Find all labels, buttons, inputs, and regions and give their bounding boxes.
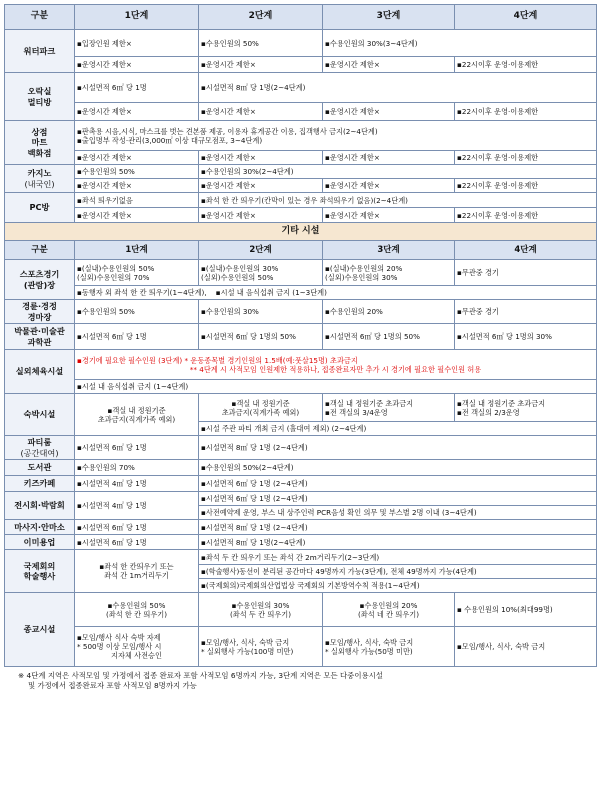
- table-row: [5, 492, 597, 506]
- header-category: 구분: [5, 241, 75, 260]
- cell: ▪22시이후 운영·이용제한: [455, 179, 597, 193]
- cell-line: ** 4단계 시 사적모임 인원제한 적용하나, 접종완료자만 추가 시 경기에 필요한 필수인원 허용: [189, 364, 482, 374]
- cell: ▪운영시간 제한×: [323, 151, 455, 165]
- header-category: 구분: [5, 5, 75, 30]
- cell-line: ▪수용인원의 30%: [231, 600, 290, 610]
- cell-line: ▪출입명부 작성·관리(3,000㎡ 이상 대규모점포, 3~4단계): [77, 135, 263, 145]
- header-row: [5, 5, 597, 30]
- cell: [199, 593, 323, 627]
- cell-line: * 실외행사 가능(100명 미만): [201, 646, 294, 656]
- cell: ▪운영시간 제한×: [75, 179, 199, 193]
- cell: [199, 627, 323, 667]
- table-row: [5, 394, 597, 422]
- category-label: 마트: [31, 137, 48, 148]
- cell: [455, 394, 597, 422]
- cell-line: ▪시설 내 음식섭취 금지 (1~3단계): [215, 288, 327, 297]
- cell-line: (실외)수용인원의 50%: [201, 272, 274, 282]
- section-title: 기타 시설: [5, 223, 597, 241]
- cell: ▪운영시간 제한×: [323, 103, 455, 121]
- cell-line: ▪모임/행사, 식사, 숙박 금지: [325, 637, 414, 647]
- header-stage-3: 3단계: [323, 241, 455, 260]
- category-sports: [5, 260, 75, 300]
- cell-line: (좌석 한 칸 띄우기): [105, 609, 168, 619]
- table-row: [5, 260, 597, 286]
- footnote: [4, 667, 596, 690]
- category-label: 스포츠경기: [19, 269, 60, 280]
- cell: ▪운영시간 제한×: [323, 208, 455, 223]
- category-religion: 종교시설: [5, 593, 75, 667]
- category-lodging: 숙박시설: [5, 394, 75, 436]
- cell: ▪모임/행사, 식사, 숙박 금지: [455, 627, 597, 667]
- cell-line: ▪판촉용 시음,시식, 마스크를 벗는 견본품 제공, 이용자 휴게공간 이용, 집객행사 금지(2~4단계): [77, 126, 378, 136]
- category-waterpark: 워터파크: [5, 30, 75, 73]
- cell-line: 초과금지(직계가족 예외): [97, 414, 176, 424]
- cell: ▪수용인원의 30%: [199, 300, 323, 324]
- cell: [323, 627, 455, 667]
- table-row: [5, 476, 597, 492]
- cell: ▪(국제회의)국제회의산업법상 국제회의 기본방역수칙 적용(1~4단계): [199, 579, 597, 593]
- header-stage-1: 1단계: [75, 241, 199, 260]
- cell: ▪시설면적 6㎡ 당 1명의 50%: [323, 324, 455, 350]
- cell-line: ▪(실내)수용인원의 30%: [201, 263, 279, 273]
- cell-line: ▪객실 내 정원기준 초과금지: [457, 398, 546, 408]
- category-label: 학술행사: [23, 571, 56, 581]
- category-kidscafe: 키즈카페: [5, 476, 75, 492]
- header-stage-2: 2단계: [199, 241, 323, 260]
- category-pcroom: PC방: [5, 193, 75, 223]
- cell: [199, 394, 323, 422]
- cell: [323, 593, 455, 627]
- footnote-line: 및 가정에서 접종완료자 포함 사적모임 8명까지 가능: [28, 680, 197, 690]
- category-mall: [5, 121, 75, 165]
- table-row: [5, 436, 597, 460]
- category-label: (공간대여): [20, 447, 59, 458]
- cell: ▪22시이후 운영·이용제한: [455, 208, 597, 223]
- category-label: 국제회의: [23, 560, 56, 571]
- category-library: 도서관: [5, 460, 75, 476]
- cell: ▪좌석 한 칸 띄우기(칸막이 있는 경우 좌석띄우기 없음)(2~4단계): [199, 193, 597, 208]
- table-row: [5, 627, 597, 667]
- cell-line: ▪수용인원의 50%: [107, 600, 166, 610]
- cell: ▪수용인원의 20%: [323, 300, 455, 324]
- category-label: 카지노: [27, 168, 52, 179]
- cell: ▪시설면적 6㎡ 당 1명의 30%: [455, 324, 597, 350]
- cell-line: ▪(실내)수용인원의 50%: [77, 263, 155, 273]
- category-conference: [5, 550, 75, 593]
- table-row: [5, 208, 597, 223]
- header-stage-2: 2단계: [199, 5, 323, 30]
- cell-line: 초과금지(직계가족 예외): [221, 407, 300, 417]
- cell: ▪운영시간 제한×: [199, 179, 323, 193]
- cell: ▪시설면적 6㎡ 당 1명의 50%: [199, 324, 323, 350]
- header-stage-3: 3단계: [323, 5, 455, 30]
- category-label: 과학관: [27, 336, 52, 347]
- cell-line: (좌석 두 칸 띄우기): [229, 609, 292, 619]
- category-partyroom: [5, 436, 75, 460]
- table-row: [5, 380, 597, 394]
- cell-line: ▪객실 내 정원기준: [231, 398, 290, 408]
- cell-line: ▪전 객실의 3/4운영: [325, 407, 388, 417]
- cell: ▪시설면적 8㎡ 당 1명(2~4단계): [199, 535, 597, 550]
- table-row: [5, 179, 597, 193]
- cell: ▪ 수용인원의 10%(최대99명): [455, 593, 597, 627]
- table-row: [5, 73, 597, 103]
- cell: [75, 121, 597, 151]
- category-label: 경마장: [27, 311, 52, 322]
- cell-line: 지자체 사전승인: [111, 651, 162, 660]
- cell-line: 좌석 간 1m거리두기: [104, 571, 169, 580]
- cell: ▪수용인원의 30%(2~4단계): [199, 165, 597, 179]
- cell: ▪수용인원의 50%: [75, 300, 199, 324]
- category-massage: 마사지·안마소: [5, 520, 75, 535]
- cell-line: * 실외행사 가능(50명 미만): [325, 646, 413, 656]
- cell: ▪수용인원의 50%(2~4단계): [199, 460, 597, 476]
- cell: [75, 593, 199, 627]
- category-outdoor-sports: 실외체육시설: [5, 350, 75, 394]
- cell: ▪운영시간 제한×: [75, 57, 199, 73]
- cell: [75, 550, 199, 593]
- header-stage-1: 1단계: [75, 5, 199, 30]
- cell: ▪22시이후 운영·이용제한: [455, 103, 597, 121]
- cell: [75, 394, 199, 436]
- cell: ▪시설면적 8㎡ 당 1명 (2~4단계): [199, 436, 597, 460]
- category-label: 오락실: [27, 86, 52, 97]
- cell-line: (실외)수용인원의 70%: [77, 272, 150, 282]
- category-expo: 전시회·박람회: [5, 492, 75, 520]
- cell: [75, 286, 597, 300]
- cell: ▪운영시간 제한×: [75, 151, 199, 165]
- category-label: 경륜·경정: [22, 301, 57, 312]
- cell: ▪입장인원 제한×: [75, 30, 199, 57]
- table-row: [5, 193, 597, 208]
- table-row: [5, 520, 597, 535]
- category-label: 파티룸: [27, 437, 52, 448]
- cell: ▪수용인원의 50%: [75, 165, 199, 179]
- cell: ▪시설면적 6㎡ 당 1명: [75, 324, 199, 350]
- header-stage-4: 4단계: [455, 5, 597, 30]
- category-arcade: [5, 73, 75, 121]
- cell: ▪운영시간 제한×: [75, 103, 199, 121]
- rules-table: [4, 4, 597, 667]
- category-museum: [5, 324, 75, 350]
- section-row: [5, 223, 597, 241]
- cell-line: ▪모임/행사, 식사, 숙박 금지: [201, 637, 290, 647]
- cell: ▪시설면적 6㎡ 당 1명: [75, 436, 199, 460]
- cell: ▪수용인원의 30%(3~4단계): [323, 30, 597, 57]
- cell: [323, 394, 455, 422]
- category-label: 상점: [31, 127, 48, 138]
- cell: ▪운영시간 제한×: [199, 103, 323, 121]
- cell-line: ▪동행자 외 좌석 한 칸 띄우기(1~4단계),: [77, 288, 207, 297]
- category-barber: 이미용업: [5, 535, 75, 550]
- cell: ▪좌석 두 칸 띄우기 또는 좌석 간 2m거리두기(2~3단계): [199, 550, 597, 565]
- cell-line: ▪전 객실의 2/3운영: [457, 407, 520, 417]
- cell-line: ▪모임/행사 식사 숙박 자제: [77, 633, 161, 642]
- cell: [75, 627, 199, 667]
- cell-line: ▪경기에 필요한 필수인원 (3단계) * 운동종목별 경기인원의 1.5배(예:풋살15명) 초과금지: [77, 355, 358, 365]
- cell: ▪무관중 경기: [455, 260, 597, 286]
- cell-line: ▪(실내)수용인원의 20%: [325, 263, 403, 273]
- cell: ▪시설면적 4㎡ 당 1명: [75, 476, 199, 492]
- cell-line: * 500명 이상 모임/행사 시: [77, 642, 162, 651]
- cell: ▪(학술행사)동선이 분리된 공간마다 49명까지 가능(3단계), 전체 49명까지 가능(4단계): [199, 565, 597, 579]
- table-row: [5, 57, 597, 73]
- table-row: [5, 165, 597, 179]
- category-label: 멀티방: [27, 96, 52, 107]
- cell: [199, 260, 323, 286]
- table-row: [5, 286, 597, 300]
- cell: ▪좌석 띄우기없음: [75, 193, 199, 208]
- table-row: [5, 30, 597, 57]
- cell: ▪운영시간 제한×: [75, 208, 199, 223]
- cell: ▪수용인원의 50%: [199, 30, 323, 57]
- table-row: [5, 121, 597, 151]
- category-racing: [5, 300, 75, 324]
- cell: ▪시설면적 8㎡ 당 1명 (2~4단계): [199, 520, 597, 535]
- footnote-line: ※ 4단계 지역은 사적모임 및 가정에서 접종 완료자 포함 사적모임 6명까지 가능, 3단계 지역은 모든 다중이용시설: [18, 671, 383, 680]
- category-label: (내국인): [24, 178, 55, 189]
- table-row: [5, 103, 597, 121]
- table-row: [5, 460, 597, 476]
- cell: ▪22시이후 운영·이용제한: [455, 151, 597, 165]
- cell: ▪운영시간 제한×: [199, 57, 323, 73]
- cell: ▪운영시간 제한×: [199, 208, 323, 223]
- header-row: [5, 241, 597, 260]
- cell: ▪운영시간 제한×: [323, 179, 455, 193]
- cell: ▪운영시간 제한×: [323, 57, 455, 73]
- cell-line: ▪좌석 한 칸띄우기 또는: [99, 562, 174, 571]
- cell-line: ▪객실 내 정원기준: [107, 405, 166, 415]
- cell: ▪시설 내 음식섭취 금지 (1~4단계): [75, 380, 597, 394]
- cell: ▪시설면적 6㎡ 당 1명: [75, 73, 199, 103]
- cell: ▪시설면적 4㎡ 당 1명: [75, 492, 199, 520]
- category-casino: [5, 165, 75, 193]
- cell: ▪시설면적 6㎡ 당 1명: [75, 520, 199, 535]
- table-row: [5, 350, 597, 380]
- header-stage-4: 4단계: [455, 241, 597, 260]
- cell: ▪사전예약제 운영, 부스 내 상주인력 PCR음성 확인 의무 및 부스별 2명 이내 (3~4단계): [199, 506, 597, 520]
- cell: ▪수용인원의 70%: [75, 460, 199, 476]
- table-row: [5, 593, 597, 627]
- cell: ▪시설면적 6㎡ 당 1명 (2~4단계): [199, 476, 597, 492]
- table-row: [5, 535, 597, 550]
- cell: [323, 260, 455, 286]
- cell: ▪무관중 경기: [455, 300, 597, 324]
- category-label: 박물관·미술관: [14, 326, 65, 337]
- cell-line: (실외)수용인원의 30%: [325, 272, 398, 282]
- cell: ▪시설면적 8㎡ 당 1명(2~4단계): [199, 73, 597, 103]
- cell: ▪시설면적 6㎡ 당 1명 (2~4단계): [199, 492, 597, 506]
- cell: [75, 350, 597, 380]
- cell: [75, 260, 199, 286]
- cell: ▪22시이후 운영·이용제한: [455, 57, 597, 73]
- cell-line: ▪수용인원의 20%: [359, 600, 418, 610]
- cell: ▪시설면적 6㎡ 당 1명: [75, 535, 199, 550]
- cell-line: (좌석 네 칸 띄우기): [357, 609, 420, 619]
- table-row: [5, 300, 597, 324]
- cell: ▪시설 주관 파티 개최 금지 (홀대여 제외) (2~4단계): [199, 422, 597, 436]
- table-row: [5, 324, 597, 350]
- category-label: 백화점: [27, 147, 52, 158]
- table-row: [5, 550, 597, 565]
- category-label: (관람)장: [23, 279, 56, 290]
- cell-line: ▪객실 내 정원기준 초과금지: [325, 398, 414, 408]
- table-row: [5, 151, 597, 165]
- cell: ▪운영시간 제한×: [199, 151, 323, 165]
